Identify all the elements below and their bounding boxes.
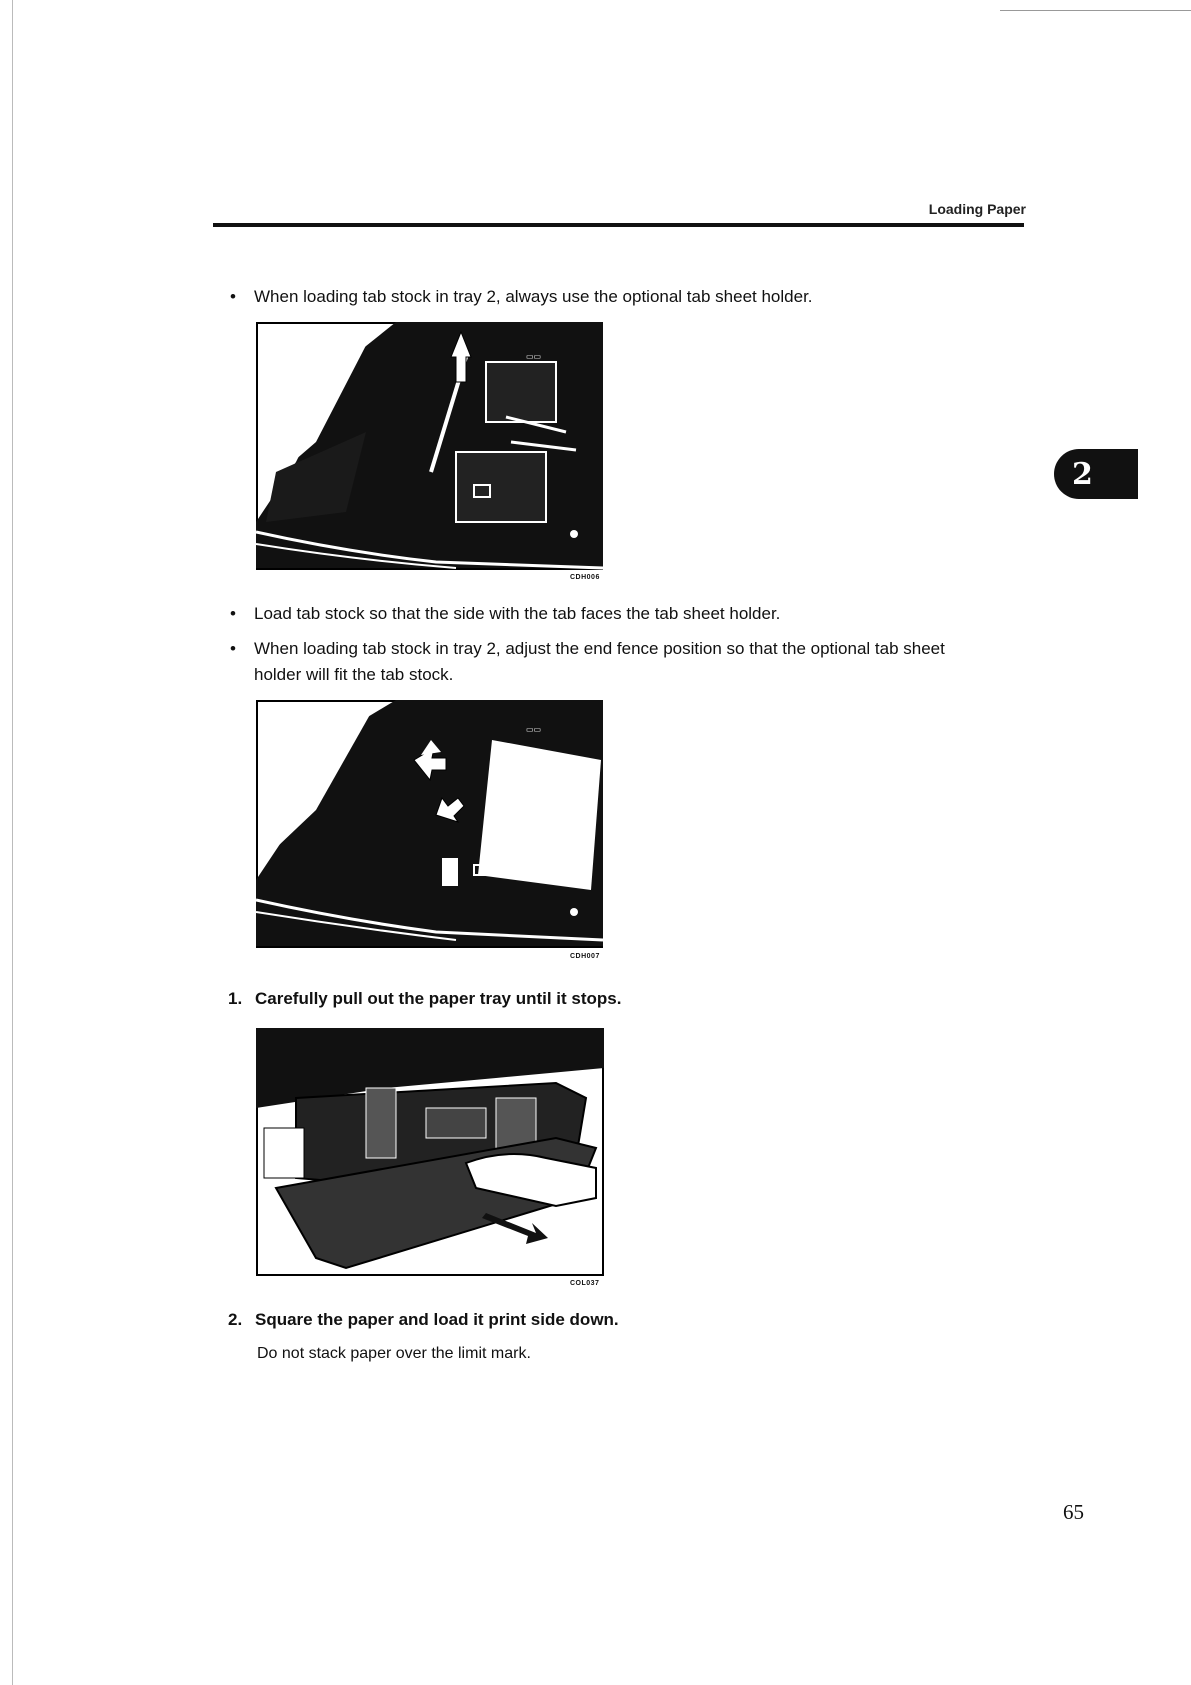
figure-pull-tray — [256, 1028, 604, 1276]
bullet-text: When loading tab stock in tray 2, adjust the end fence position so that the optional tab sheet holder will fit the tab stock. — [254, 639, 945, 684]
svg-text:▭▭: ▭▭ — [526, 725, 542, 734]
bullet-marker: • — [230, 604, 236, 623]
bullet-text: When loading tab stock in tray 2, always use the optional tab sheet holder. — [254, 287, 813, 306]
binding-line — [12, 0, 13, 1685]
bullet-marker: • — [230, 639, 236, 658]
running-header: Loading Paper — [928, 201, 1026, 217]
figure-end-fence — [256, 700, 603, 948]
step-text: Carefully pull out the paper tray until it stops. — [255, 989, 622, 1008]
tray-illustration — [256, 322, 603, 570]
tray-pull-illustration — [256, 1028, 604, 1276]
chapter-tab: 2 — [1054, 449, 1138, 499]
figure-tray-tab-holder — [256, 322, 603, 570]
bullet-marker: • — [230, 287, 236, 306]
svg-text:▭▭: ▭▭ — [526, 352, 542, 361]
step-text: Square the paper and load it print side down. — [255, 1310, 619, 1329]
step-body: Do not stack paper over the limit mark. — [257, 1345, 531, 1362]
top-rule — [1000, 10, 1191, 11]
header-rule — [213, 223, 1024, 227]
step-number: 1. — [228, 989, 243, 1008]
step-number: 2. — [228, 1310, 243, 1329]
figure-id: COL037 — [570, 1280, 600, 1287]
figure-id: CDH006 — [570, 574, 600, 581]
figure-id: CDH007 — [570, 953, 600, 960]
tray-illustration — [256, 700, 603, 948]
page-number: 65 — [1063, 1500, 1084, 1524]
bullet-text: Load tab stock so that the side with the tab faces the tab sheet holder. — [254, 604, 781, 623]
